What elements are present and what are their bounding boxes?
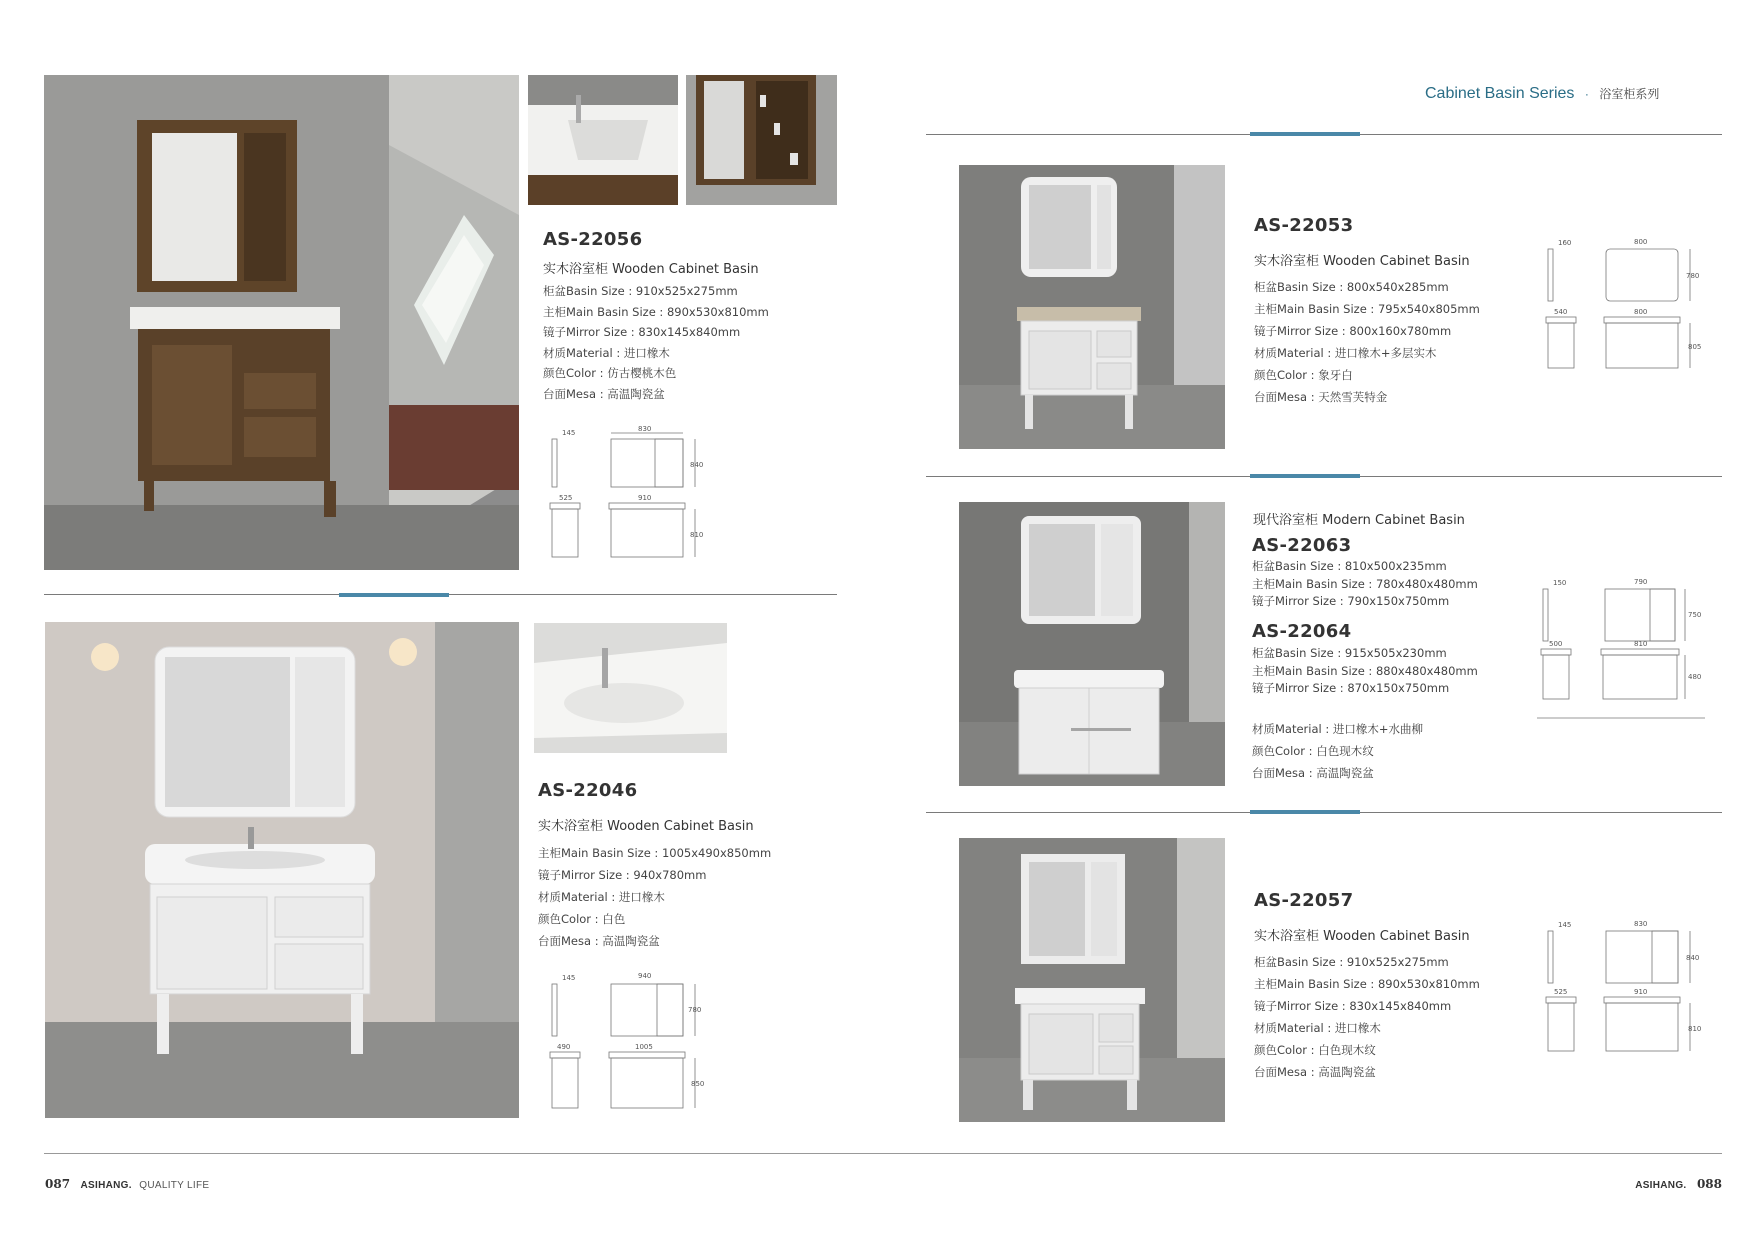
spec-line: 颜色Color : 白色现木纹 — [1252, 744, 1374, 758]
spec-line: 主柜Main Basin Size : 1005x490x850mm — [538, 846, 772, 860]
subtitle-as22046: 实木浴室柜 Wooden Cabinet Basin — [538, 819, 754, 834]
footer-tagline: QUALITY LIFE — [139, 1180, 210, 1191]
photo-as22063-main — [959, 502, 1225, 786]
subtitle-as22056: 实木浴室柜 Wooden Cabinet Basin — [543, 262, 759, 277]
specs-as22063 — [1252, 558, 1478, 611]
specs-as22046 — [538, 842, 771, 952]
photo-as22046-main — [45, 622, 519, 1118]
dim-label: 810 — [690, 531, 704, 539]
page-number-left: 087 — [45, 1177, 71, 1191]
divider-accent — [1250, 810, 1360, 814]
model-as22053: AS-22053 — [1254, 215, 1354, 236]
footer-brand-right: ASIHANG. — [1635, 1180, 1687, 1191]
model-as22063: AS-22063 — [1252, 535, 1352, 556]
dim-label: 800 — [1634, 238, 1648, 246]
spec-line: 台面Mesa : 天然雪芙特金 — [1254, 390, 1388, 404]
diagram-as22053 — [1540, 235, 1710, 385]
subtitle-as22057: 实木浴室柜 Wooden Cabinet Basin — [1254, 929, 1470, 944]
dim-label: 910 — [638, 494, 652, 502]
dim-label: 780 — [688, 1006, 702, 1014]
divider-accent — [1250, 132, 1360, 136]
model-as22046: AS-22046 — [538, 780, 638, 801]
dim-label: 940 — [638, 972, 652, 980]
photo-as22056-detail-basin — [528, 75, 678, 205]
series-header — [1425, 85, 1659, 103]
series-title-cn: 浴室柜系列 — [1599, 87, 1660, 101]
dim-label: 790 — [1634, 578, 1648, 586]
specs-as22053 — [1254, 276, 1480, 408]
model-as22064: AS-22064 — [1252, 621, 1352, 642]
subtitle-as22063: 现代浴室柜 Modern Cabinet Basin — [1253, 513, 1465, 528]
dim-label: 490 — [557, 1043, 571, 1051]
dim-label: 830 — [1634, 920, 1648, 928]
spec-line: 材质Material : 进口橡木+水曲柳 — [1252, 722, 1424, 736]
spec-line: 镜子Mirror Size : 940x780mm — [538, 868, 707, 882]
spec-line: 镜子Mirror Size : 870x150x750mm — [1252, 681, 1450, 695]
specs-as22063-common — [1252, 718, 1423, 784]
spec-line: 材质Material : 进口橡木 — [538, 890, 665, 904]
spec-line: 镜子Mirror Size : 830x145x840mm — [1254, 999, 1452, 1013]
spec-line: 柜盆Basin Size : 910x525x275mm — [543, 284, 738, 298]
dim-label: 840 — [690, 461, 704, 469]
dim-label: 840 — [1686, 954, 1700, 962]
subtitle-as22053: 实木浴室柜 Wooden Cabinet Basin — [1254, 254, 1470, 269]
divider-accent — [339, 593, 449, 597]
diagram-as22063 — [1535, 575, 1715, 725]
spec-line: 颜色Color : 象牙白 — [1254, 368, 1353, 382]
spec-line: 台面Mesa : 高温陶瓷盆 — [1252, 766, 1374, 780]
spec-line: 颜色Color : 仿古樱桃木色 — [543, 366, 677, 380]
photo-as22056-detail-mirror — [686, 75, 837, 205]
dim-label: 810 — [1688, 1025, 1702, 1033]
dim-label: 145 — [562, 429, 576, 437]
diagram-as22046 — [545, 970, 715, 1122]
spec-line: 材质Material : 进口橡木 — [1254, 1021, 1381, 1035]
spec-line: 颜色Color : 白色 — [538, 912, 626, 926]
dim-label: 910 — [1634, 988, 1648, 996]
spec-line: 柜盆Basin Size : 810x500x235mm — [1252, 559, 1447, 573]
dim-label: 160 — [1558, 239, 1572, 247]
spec-line: 镜子Mirror Size : 830x145x840mm — [543, 325, 741, 339]
series-separator: · — [1584, 87, 1589, 101]
spec-line: 柜盆Basin Size : 800x540x285mm — [1254, 280, 1449, 294]
dim-label: 850 — [691, 1080, 705, 1088]
dim-label: 500 — [1549, 640, 1563, 648]
specs-as22057 — [1254, 951, 1480, 1083]
dim-label: 1005 — [635, 1043, 653, 1051]
dim-label: 805 — [1688, 343, 1702, 351]
spec-line: 柜盆Basin Size : 915x505x230mm — [1252, 646, 1447, 660]
dim-label: 810 — [1634, 640, 1648, 648]
spec-line: 主柜Main Basin Size : 890x530x810mm — [1254, 977, 1480, 991]
footer-right — [1635, 1175, 1722, 1193]
series-title: Cabinet Basin Series — [1425, 85, 1575, 102]
spec-line: 主柜Main Basin Size : 890x530x810mm — [543, 304, 769, 319]
spec-line: 主柜Main Basin Size : 795x540x805mm — [1254, 302, 1480, 316]
photo-as22053-main — [959, 165, 1225, 449]
specs-as22056 — [543, 281, 769, 404]
spec-line: 镜子Mirror Size : 790x150x750mm — [1252, 594, 1450, 608]
diagram-as22056 — [545, 425, 715, 575]
spec-line: 材质Material : 进口橡木+多层实木 — [1254, 346, 1437, 360]
spec-line: 镜子Mirror Size : 800x160x780mm — [1254, 324, 1452, 338]
dim-label: 145 — [562, 974, 576, 982]
dim-label: 540 — [1554, 308, 1568, 316]
diagram-as22057 — [1540, 917, 1710, 1067]
spec-line: 柜盆Basin Size : 910x525x275mm — [1254, 955, 1449, 969]
model-as22056: AS-22056 — [543, 229, 643, 250]
dim-label: 780 — [1686, 272, 1700, 280]
spec-line: 台面Mesa : 高温陶瓷盆 — [543, 386, 665, 401]
photo-as22046-detail-basin — [534, 623, 727, 753]
photo-as22056-main — [44, 75, 519, 570]
spec-line: 台面Mesa : 高温陶瓷盆 — [1254, 1065, 1376, 1079]
spec-line: 材质Material : 进口橡木 — [543, 345, 670, 360]
dim-label: 800 — [1634, 308, 1648, 316]
dim-label: 525 — [1554, 988, 1568, 996]
divider-accent — [1250, 474, 1360, 478]
footer-left — [45, 1175, 209, 1193]
dim-label: 750 — [1688, 611, 1702, 619]
spec-line: 颜色Color : 白色现木纹 — [1254, 1043, 1376, 1057]
spec-line: 主柜Main Basin Size : 880x480x480mm — [1252, 663, 1478, 678]
dim-label: 150 — [1553, 579, 1567, 587]
footer-rule — [44, 1153, 1722, 1154]
footer-brand-left: ASIHANG. — [80, 1180, 132, 1191]
dim-label: 480 — [1688, 673, 1702, 681]
specs-as22064 — [1252, 645, 1478, 698]
spec-line: 主柜Main Basin Size : 780x480x480mm — [1252, 576, 1478, 591]
dim-label: 525 — [559, 494, 573, 502]
dim-label: 145 — [1558, 921, 1572, 929]
model-as22057: AS-22057 — [1254, 890, 1354, 911]
photo-as22057-main — [959, 838, 1225, 1122]
dim-label: 830 — [638, 425, 652, 433]
page-number-right: 088 — [1696, 1177, 1722, 1191]
spec-line: 台面Mesa : 高温陶瓷盆 — [538, 934, 660, 948]
